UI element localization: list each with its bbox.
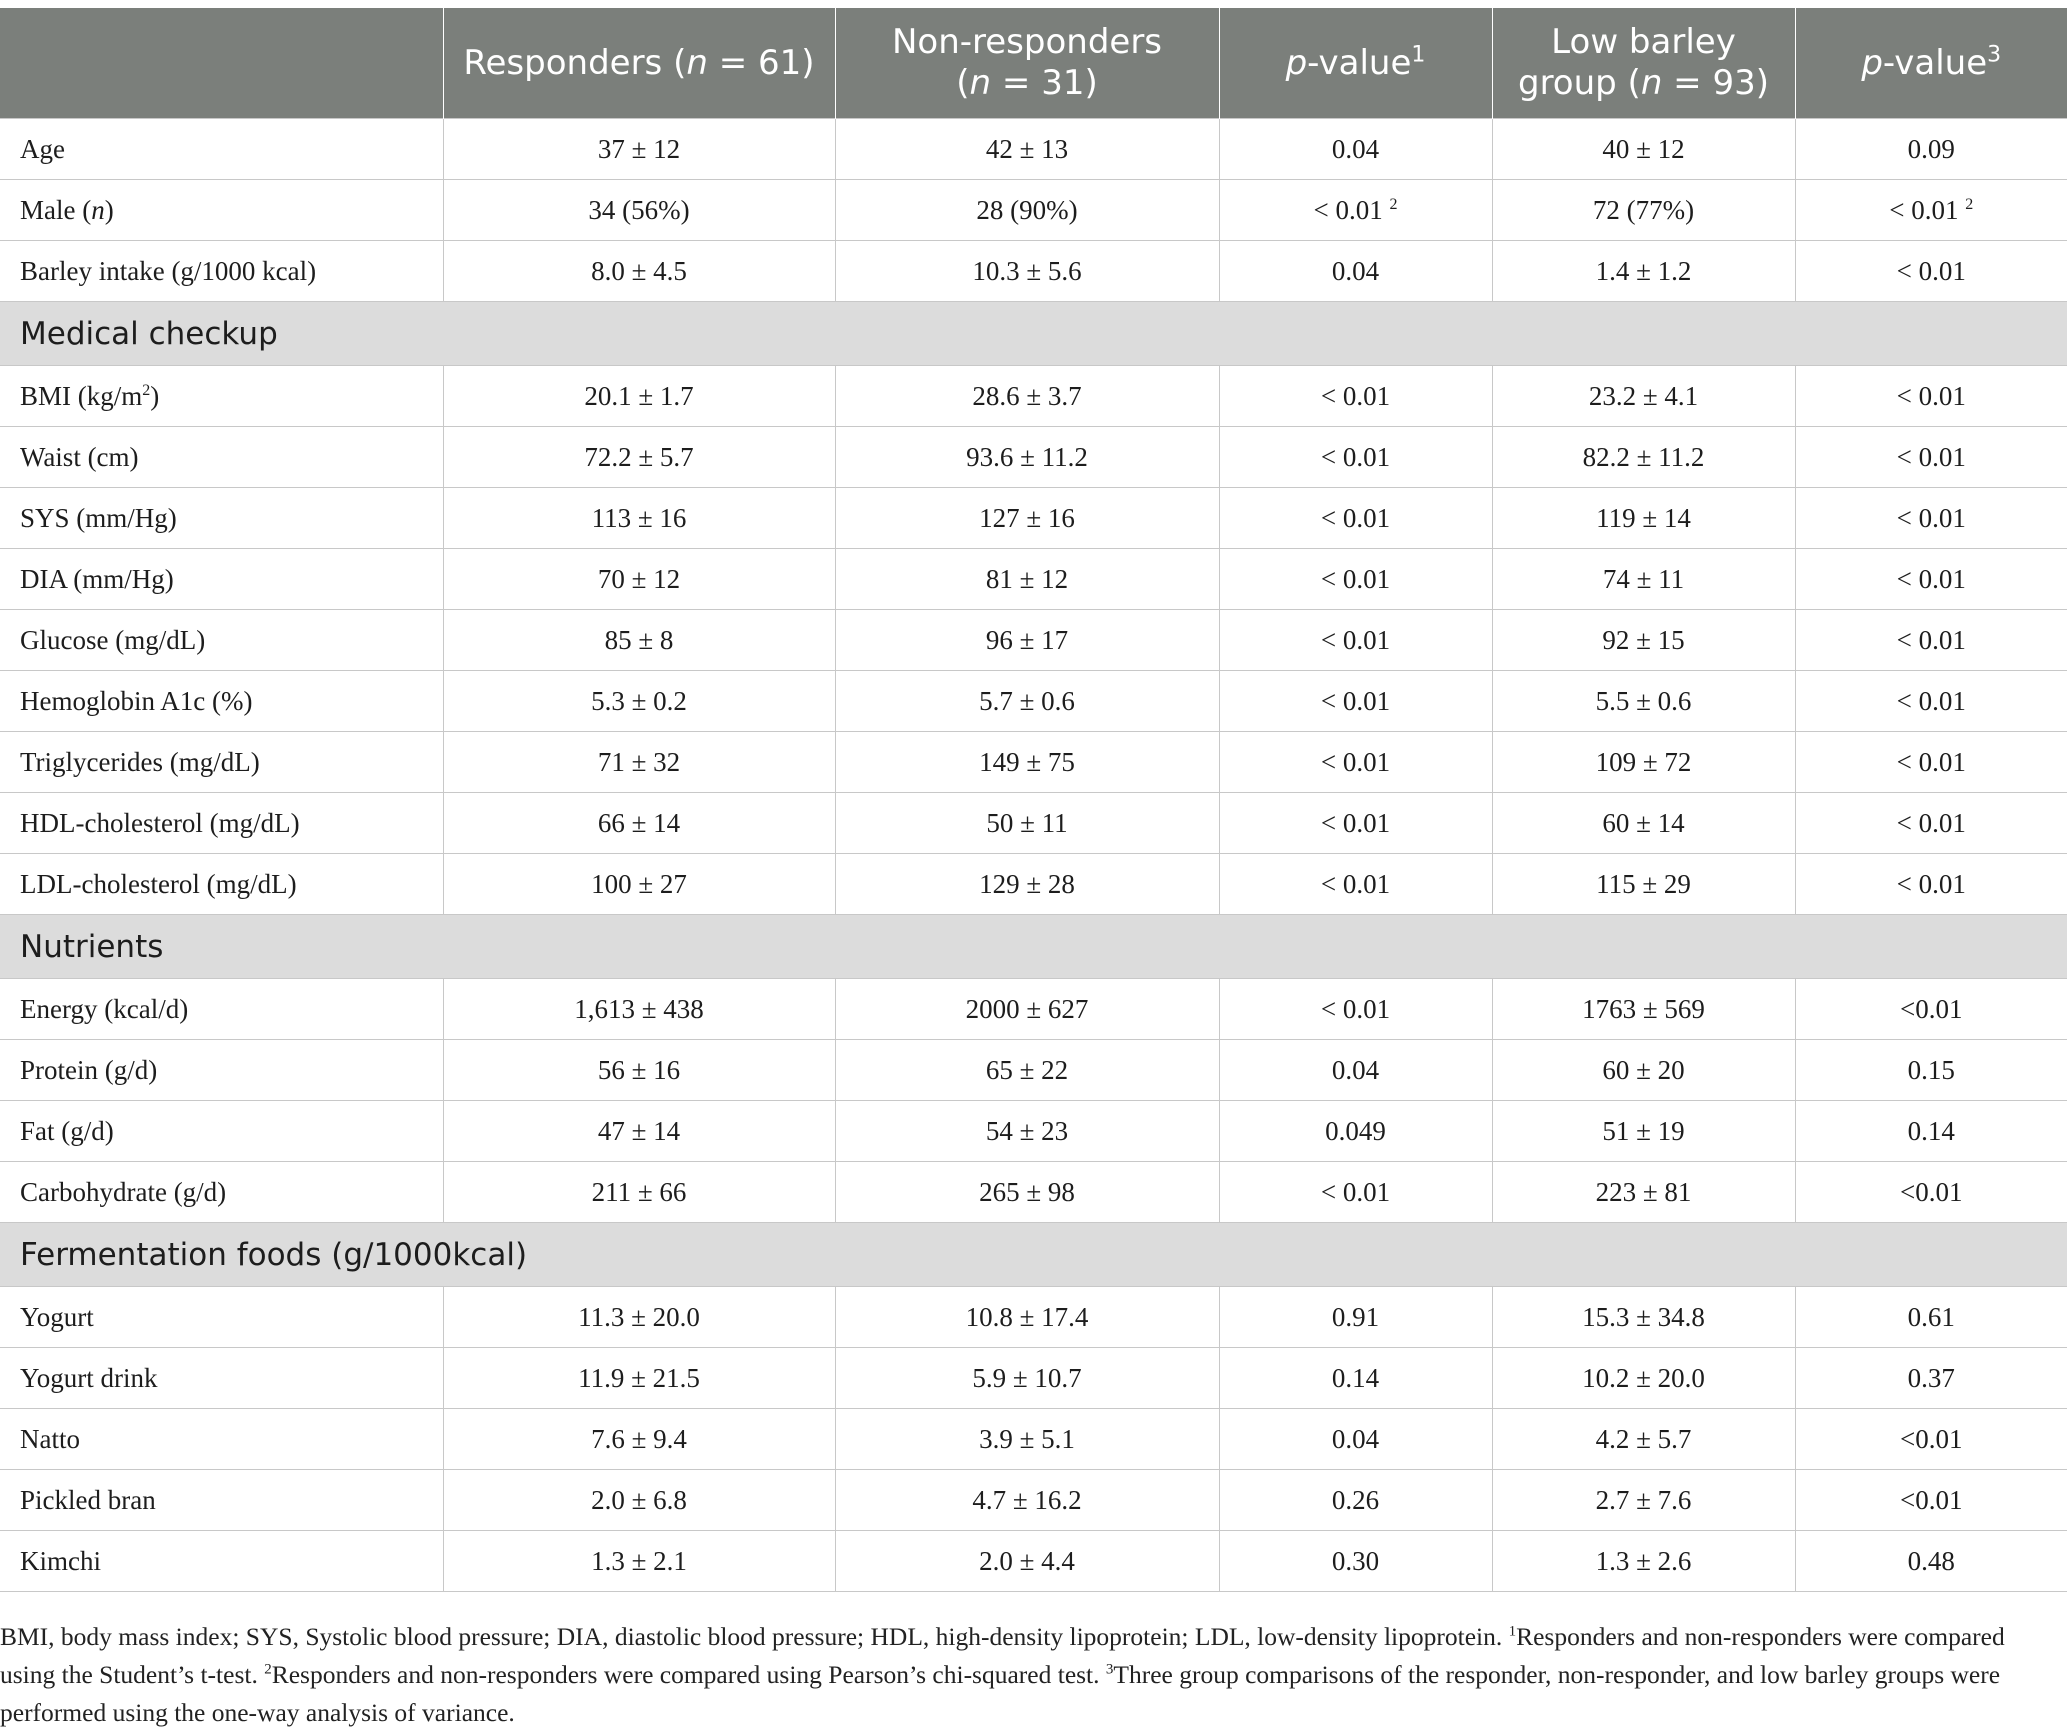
table-row <box>0 1470 2067 1531</box>
table-row <box>0 1101 2067 1162</box>
cell-p-value-1: 0.30 <box>1219 1531 1492 1592</box>
cell-low-barley: 2.7 ± 7.6 <box>1492 1470 1795 1531</box>
cell-responders: 72.2 ± 5.7 <box>443 427 835 488</box>
cell-non-responders: 65 ± 22 <box>835 1040 1219 1101</box>
cell-responders: 37 ± 12 <box>443 119 835 180</box>
cell-non-responders: 93.6 ± 11.2 <box>835 427 1219 488</box>
cell-non-responders: 5.7 ± 0.6 <box>835 671 1219 732</box>
cell-non-responders: 127 ± 16 <box>835 488 1219 549</box>
row-label: LDL-cholesterol (mg/dL) <box>0 854 443 915</box>
cell-p-value-1: < 0.01 <box>1219 610 1492 671</box>
cell-p-value-3: < 0.01 <box>1795 732 2067 793</box>
cell-low-barley: 60 ± 20 <box>1492 1040 1795 1101</box>
table-row <box>0 1162 2067 1223</box>
footnote-note-2: Responders and non-responders were compared using Pearson’s chi-squared test. <box>271 1660 1106 1689</box>
cell-responders: 1.3 ± 2.1 <box>443 1531 835 1592</box>
row-label: Carbohydrate (g/d) <box>0 1162 443 1223</box>
table-footnote <box>0 1618 2060 1732</box>
table-row <box>0 1287 2067 1348</box>
cell-non-responders: 2000 ± 627 <box>835 979 1219 1040</box>
cell-non-responders: 4.7 ± 16.2 <box>835 1470 1219 1531</box>
row-label: Barley intake (g/1000 kcal) <box>0 241 443 302</box>
cell-p-value-1: < 0.01 <box>1219 793 1492 854</box>
table-row <box>0 1348 2067 1409</box>
cell-p-value-3: <0.01 <box>1795 979 2067 1040</box>
section-row-medical-checkup <box>0 302 2067 366</box>
cell-non-responders: 10.3 ± 5.6 <box>835 241 1219 302</box>
cell-p-value-3: < 0.01 <box>1795 241 2067 302</box>
table-row <box>0 732 2067 793</box>
cell-p-value-1: < 0.01 <box>1219 427 1492 488</box>
cell-p-value-3: <0.01 <box>1795 1409 2067 1470</box>
table-body <box>0 119 2067 1592</box>
cell-p-value-3: < 0.01 <box>1795 488 2067 549</box>
cell-non-responders: 3.9 ± 5.1 <box>835 1409 1219 1470</box>
cell-low-barley: 15.3 ± 34.8 <box>1492 1287 1795 1348</box>
table-row <box>0 549 2067 610</box>
row-label: Kimchi <box>0 1531 443 1592</box>
cell-responders: 20.1 ± 1.7 <box>443 366 835 427</box>
cell-p-value-3: 0.37 <box>1795 1348 2067 1409</box>
table-row <box>0 1409 2067 1470</box>
table-row <box>0 979 2067 1040</box>
row-label: Natto <box>0 1409 443 1470</box>
cell-low-barley: 223 ± 81 <box>1492 1162 1795 1223</box>
section-row-nutrients <box>0 915 2067 979</box>
cell-p-value-3: < 0.01 $^2$ <box>1795 180 2067 241</box>
cell-low-barley: 1.4 ± 1.2 <box>1492 241 1795 302</box>
cell-non-responders: 50 ± 11 <box>835 793 1219 854</box>
cell-p-value-1: < 0.01 <box>1219 979 1492 1040</box>
cell-non-responders: 10.8 ± 17.4 <box>835 1287 1219 1348</box>
cell-low-barley: 1763 ± 569 <box>1492 979 1795 1040</box>
table-header <box>0 8 2067 119</box>
footnote-note-3: Three group comparisons of the responder, non-responder, and low barley groups were performed using the one-way analysis of variance. <box>0 1660 2001 1727</box>
cell-responders: 56 ± 16 <box>443 1040 835 1101</box>
header-p-value-1: p-value$^1$ <box>1219 8 1492 119</box>
cell-responders: 7.6 ± 9.4 <box>443 1409 835 1470</box>
cell-non-responders: 81 ± 12 <box>835 549 1219 610</box>
table-row <box>0 671 2067 732</box>
table-row <box>0 1531 2067 1592</box>
cell-p-value-3: < 0.01 <box>1795 549 2067 610</box>
footnote-marker-2: 2 <box>264 1661 272 1678</box>
cell-p-value-1: < 0.01 <box>1219 366 1492 427</box>
cell-low-barley: 92 ± 15 <box>1492 610 1795 671</box>
table-row <box>0 366 2067 427</box>
row-label: Male (n) <box>0 180 443 241</box>
cell-responders: 11.3 ± 20.0 <box>443 1287 835 1348</box>
row-label: Pickled bran <box>0 1470 443 1531</box>
cell-p-value-3: < 0.01 <box>1795 793 2067 854</box>
table-row <box>0 488 2067 549</box>
cell-p-value-3: 0.09 <box>1795 119 2067 180</box>
footnote-marker-1: 1 <box>1508 1623 1517 1640</box>
section-title: Medical checkup <box>0 302 2067 366</box>
table-row <box>0 610 2067 671</box>
cell-responders: 100 ± 27 <box>443 854 835 915</box>
cell-responders: 113 ± 16 <box>443 488 835 549</box>
cell-p-value-1: 0.04 <box>1219 241 1492 302</box>
cell-low-barley: 51 ± 19 <box>1492 1101 1795 1162</box>
cell-p-value-1: 0.04 <box>1219 1409 1492 1470</box>
cell-p-value-3: 0.15 <box>1795 1040 2067 1101</box>
characteristics-table <box>0 8 2067 1592</box>
cell-p-value-1: < 0.01 <box>1219 854 1492 915</box>
cell-p-value-3: <0.01 <box>1795 1470 2067 1531</box>
cell-non-responders: 149 ± 75 <box>835 732 1219 793</box>
cell-p-value-1: < 0.01 <box>1219 732 1492 793</box>
cell-responders: 211 ± 66 <box>443 1162 835 1223</box>
cell-responders: 8.0 ± 4.5 <box>443 241 835 302</box>
cell-responders: 34 (56%) <box>443 180 835 241</box>
header-row <box>0 8 2067 119</box>
cell-p-value-1: < 0.01 $^2$ <box>1219 180 1492 241</box>
table-row <box>0 119 2067 180</box>
row-label: SYS (mm/Hg) <box>0 488 443 549</box>
footnote-marker-3: 3 <box>1105 1661 1114 1678</box>
table-row <box>0 854 2067 915</box>
cell-low-barley: 4.2 ± 5.7 <box>1492 1409 1795 1470</box>
cell-p-value-1: 0.04 <box>1219 119 1492 180</box>
footnote-abbreviations: BMI, body mass index; SYS, Systolic blood pressure; DIA, diastolic blood pressure; HDL, high-density lipoprotein; LDL, low-density lipoprotein. <box>0 1622 1509 1651</box>
cell-low-barley: 115 ± 29 <box>1492 854 1795 915</box>
row-label: Yogurt drink <box>0 1348 443 1409</box>
row-label: Age <box>0 119 443 180</box>
cell-responders: 11.9 ± 21.5 <box>443 1348 835 1409</box>
table-row <box>0 793 2067 854</box>
row-label: Fat (g/d) <box>0 1101 443 1162</box>
cell-non-responders: 28 (90%) <box>835 180 1219 241</box>
header-responders: Responders (n = 61) <box>443 8 835 119</box>
cell-non-responders: 42 ± 13 <box>835 119 1219 180</box>
cell-non-responders: 96 ± 17 <box>835 610 1219 671</box>
cell-low-barley: 119 ± 14 <box>1492 488 1795 549</box>
cell-p-value-3: < 0.01 <box>1795 854 2067 915</box>
cell-p-value-3: < 0.01 <box>1795 671 2067 732</box>
header-variable <box>0 8 443 119</box>
cell-p-value-3: 0.48 <box>1795 1531 2067 1592</box>
cell-non-responders: 129 ± 28 <box>835 854 1219 915</box>
cell-responders: 2.0 ± 6.8 <box>443 1470 835 1531</box>
header-low-barley: Low barley group (n = 93) <box>1492 8 1795 119</box>
cell-p-value-3: 0.61 <box>1795 1287 2067 1348</box>
cell-responders: 71 ± 32 <box>443 732 835 793</box>
row-label: HDL-cholesterol (mg/dL) <box>0 793 443 854</box>
cell-p-value-3: < 0.01 <box>1795 427 2067 488</box>
header-p-value-3: p-value$^3$ <box>1795 8 2067 119</box>
cell-low-barley: 74 ± 11 <box>1492 549 1795 610</box>
cell-non-responders: 54 ± 23 <box>835 1101 1219 1162</box>
table-row <box>0 1040 2067 1101</box>
row-label: Energy (kcal/d) <box>0 979 443 1040</box>
row-label: Glucose (mg/dL) <box>0 610 443 671</box>
cell-non-responders: 5.9 ± 10.7 <box>835 1348 1219 1409</box>
cell-p-value-1: 0.04 <box>1219 1040 1492 1101</box>
cell-low-barley: 23.2 ± 4.1 <box>1492 366 1795 427</box>
header-non-responders: Non-responders (n = 31) <box>835 8 1219 119</box>
cell-responders: 66 ± 14 <box>443 793 835 854</box>
section-title: Fermentation foods (g/1000kcal) <box>0 1223 2067 1287</box>
cell-p-value-1: < 0.01 <box>1219 549 1492 610</box>
cell-low-barley: 109 ± 72 <box>1492 732 1795 793</box>
section-row-fermentation-foods <box>0 1223 2067 1287</box>
cell-p-value-1: 0.14 <box>1219 1348 1492 1409</box>
cell-p-value-3: < 0.01 <box>1795 610 2067 671</box>
footnote-note-1: Responders and non-responders were compared using the Student’s t-test. <box>0 1622 2005 1689</box>
cell-p-value-1: < 0.01 <box>1219 671 1492 732</box>
cell-responders: 5.3 ± 0.2 <box>443 671 835 732</box>
cell-non-responders: 2.0 ± 4.4 <box>835 1531 1219 1592</box>
cell-non-responders: 28.6 ± 3.7 <box>835 366 1219 427</box>
table-row <box>0 180 2067 241</box>
section-title: Nutrients <box>0 915 2067 979</box>
cell-p-value-1: 0.049 <box>1219 1101 1492 1162</box>
cell-p-value-3: <0.01 <box>1795 1162 2067 1223</box>
cell-responders: 70 ± 12 <box>443 549 835 610</box>
cell-low-barley: 60 ± 14 <box>1492 793 1795 854</box>
row-label: DIA (mm/Hg) <box>0 549 443 610</box>
row-label: BMI $(kg/m^2)$ <box>0 366 443 427</box>
cell-responders: 47 ± 14 <box>443 1101 835 1162</box>
cell-low-barley: 82.2 ± 11.2 <box>1492 427 1795 488</box>
cell-low-barley: 5.5 ± 0.6 <box>1492 671 1795 732</box>
cell-responders: 1,613 ± 438 <box>443 979 835 1040</box>
row-label: Hemoglobin A1c (%) <box>0 671 443 732</box>
row-label: Waist (cm) <box>0 427 443 488</box>
cell-p-value-1: < 0.01 <box>1219 488 1492 549</box>
cell-responders: 85 ± 8 <box>443 610 835 671</box>
cell-p-value-1: 0.91 <box>1219 1287 1492 1348</box>
cell-p-value-1: 0.26 <box>1219 1470 1492 1531</box>
cell-non-responders: 265 ± 98 <box>835 1162 1219 1223</box>
row-label: Protein (g/d) <box>0 1040 443 1101</box>
cell-low-barley: 1.3 ± 2.6 <box>1492 1531 1795 1592</box>
cell-p-value-1: < 0.01 <box>1219 1162 1492 1223</box>
cell-low-barley: 10.2 ± 20.0 <box>1492 1348 1795 1409</box>
cell-p-value-3: < 0.01 <box>1795 366 2067 427</box>
row-label: Triglycerides (mg/dL) <box>0 732 443 793</box>
cell-p-value-3: 0.14 <box>1795 1101 2067 1162</box>
table-row <box>0 241 2067 302</box>
cell-low-barley: 72 (77%) <box>1492 180 1795 241</box>
table-row <box>0 427 2067 488</box>
row-label: Yogurt <box>0 1287 443 1348</box>
cell-low-barley: 40 ± 12 <box>1492 119 1795 180</box>
